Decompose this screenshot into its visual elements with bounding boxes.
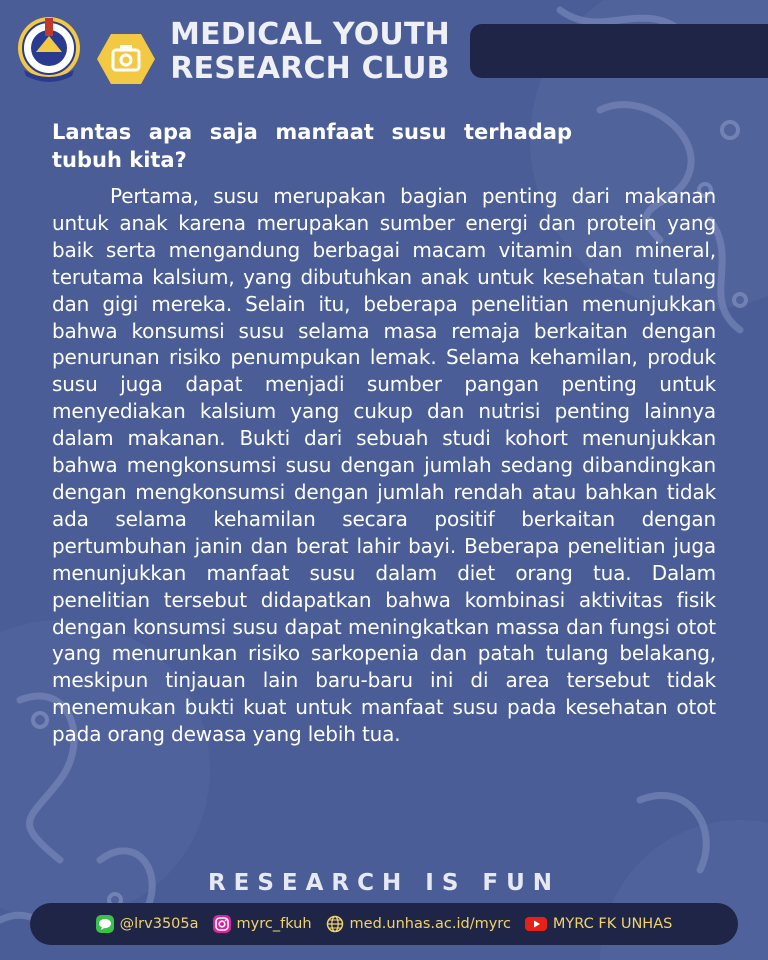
article-question: Lantas apa saja manfaat susu terhadap tubuh kita? [52,120,572,172]
youtube-icon [525,915,547,933]
slogan: RESEARCH IS FUN [207,870,561,896]
globe-icon [326,915,344,933]
header-bar [470,24,768,78]
contact-website-text: med.unhas.ac.id/myrc [349,916,511,932]
footer-contact-bar [30,903,738,945]
contact-youtube[interactable] [525,915,672,933]
contact-youtube-text: MYRC FK UNHAS [552,916,673,932]
article-paragraph: Pertama, susu merupakan bagian penting dari makanan untuk anak karena merupakan sumber energi dan protein yang baik serta mengandung berbagai macam vitamin dan mineral, terutama kalsium, yang dibutuhkan anak untuk kesehatan tulang dan gigi mereka. Selain itu, beberapa penelitian menunjukkan bahwa konsumsi susu selama masa remaja berkaitan dengan penurunan risiko penumpukan lemak. Selama kehamilan, produk susu juga dapat menjadi sumber pangan penting untuk menyediakan kalsium yang cukup dan nutrisi penting lainnya dalam makanan. Bukti dari sebuah studi kohort menunjukkan bahwa mengkonsumsi susu dengan jumlah sedang dibandingkan dengan mengkonsumsi dengan jumlah rendah atau bahkan tidak ada selama kehamilan secara positif berkaitan dengan pertumbuhan janin dan berat lahir bayi. Beberapa penelitian juga menunjukkan manfaat susu dalam diet orang tua. Dalam penelitian tersebut didapatkan bahwa kombinasi aktivitas fisik dengan konsumsi susu dapat meningkatkan massa dan fungsi otot yang menurunkan risiko sarkopenia dan patah tulang belakang, meskipun tinjauan lain baru-baru ini di area tersebut tidak menemukan bukti kuat untuk manfaat susu pada kesehatan otot pada orang dewasa yang lebih tua. [52,184,716,747]
club-logo [96,32,156,86]
club-title-line1: MEDICAL YOUTH [170,17,450,52]
contact-website[interactable] [326,915,511,933]
line-icon [96,915,114,933]
instagram-icon [213,915,231,933]
contact-line[interactable] [96,915,199,933]
contact-instagram[interactable] [213,915,312,933]
university-logo [14,12,84,86]
contact-line-text: @lrv3505a [119,916,199,932]
club-title-line2: RESEARCH CLUB [170,51,450,86]
contact-instagram-text: myrc_fkuh [236,916,312,932]
club-title [160,18,460,86]
